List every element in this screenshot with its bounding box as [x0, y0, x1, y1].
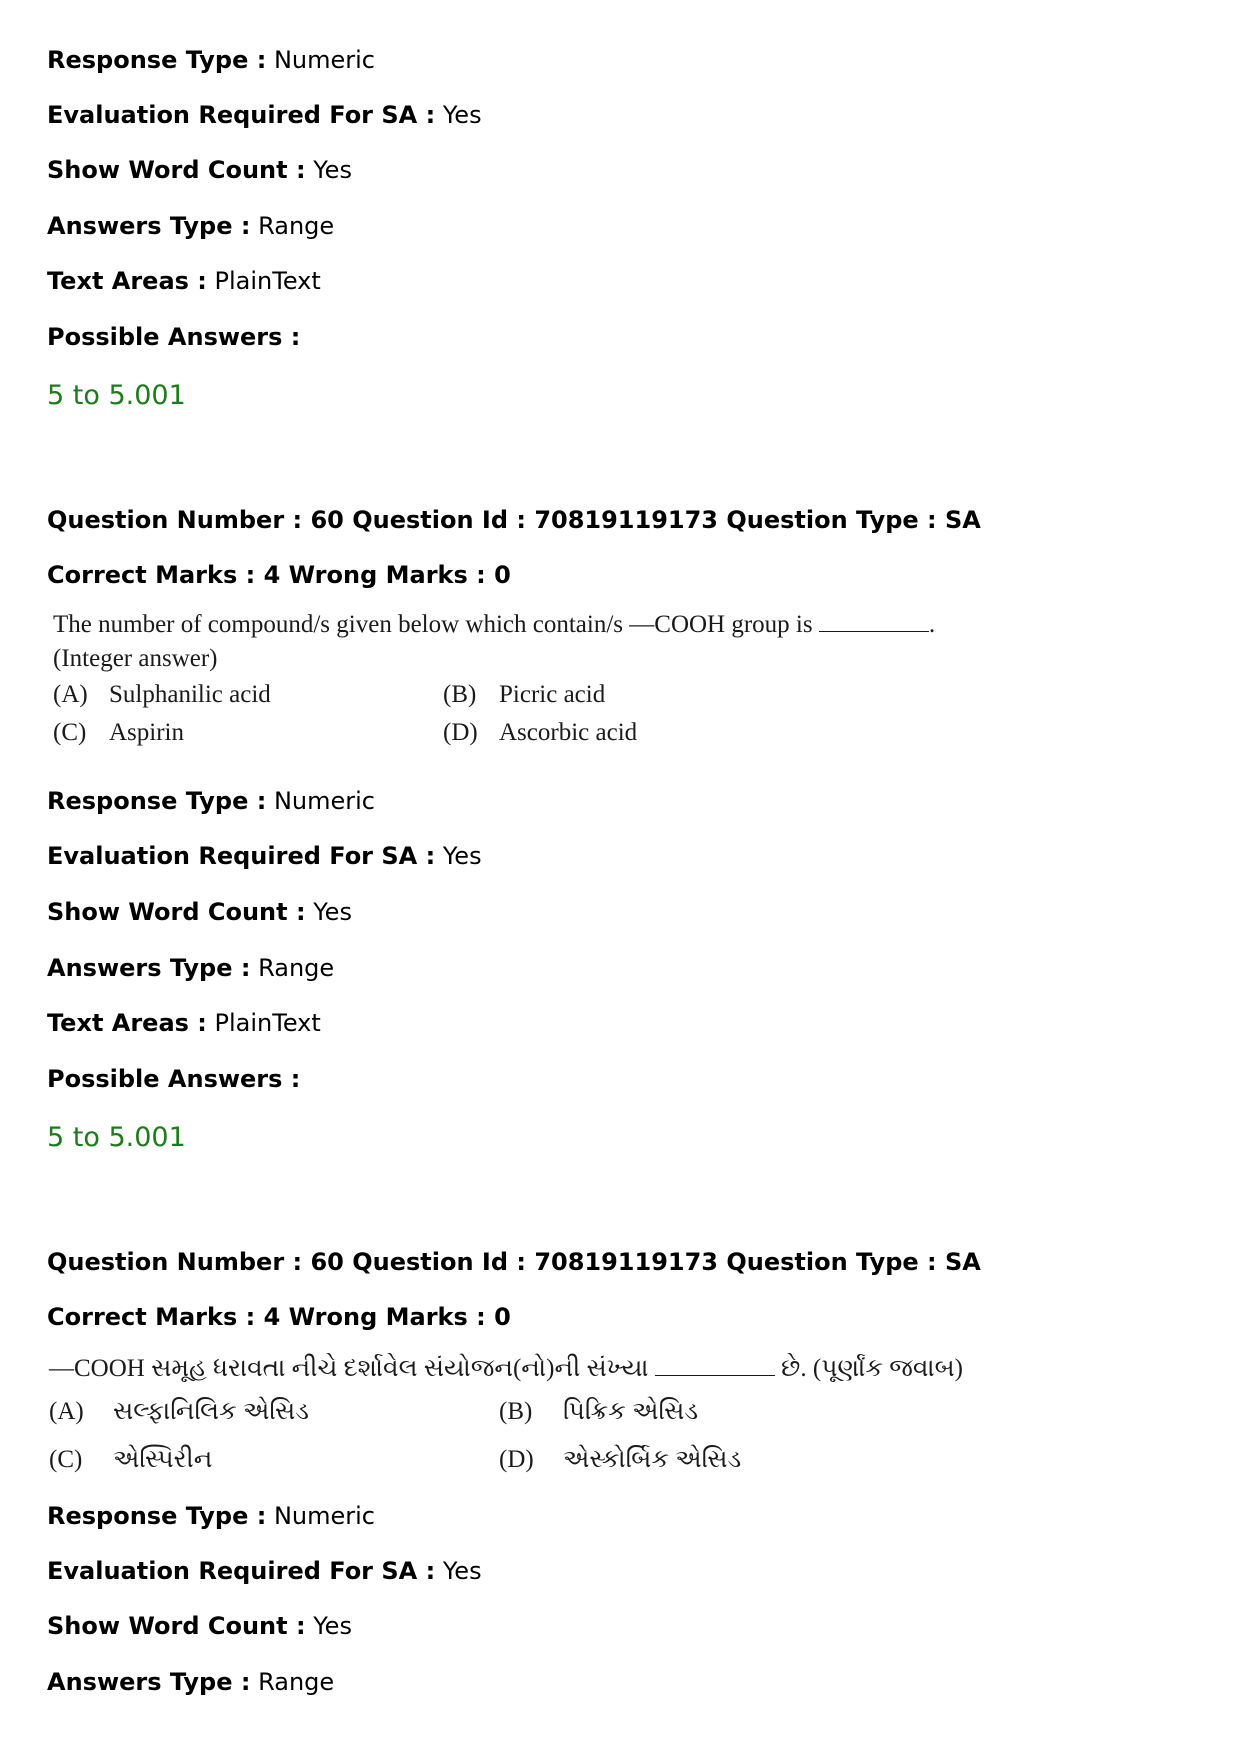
answers-type-label: Answers Type : — [47, 954, 251, 982]
evaluation-value: Yes — [442, 1557, 482, 1585]
option-label: (C) — [49, 1446, 83, 1473]
question-header — [47, 1246, 981, 1278]
text-areas-line — [47, 265, 321, 297]
answers-type-label: Answers Type : — [47, 1668, 251, 1696]
question-stem-suffix: છે. (પૂર્ણાંક જવાબ) — [781, 1355, 963, 1382]
option-b — [443, 676, 605, 714]
text-areas-value: PlainText — [214, 267, 321, 295]
question-image-gujarati — [49, 1350, 1009, 1484]
evaluation-label: Evaluation Required For SA : — [47, 842, 436, 870]
word-count-label: Show Word Count : — [47, 156, 306, 184]
word-count-value: Yes — [313, 1612, 352, 1640]
answer-blank — [819, 611, 929, 632]
word-count-value: Yes — [313, 156, 352, 184]
option-d — [499, 1436, 741, 1484]
word-count-line — [47, 154, 352, 186]
option-d — [443, 714, 637, 752]
response-type-line — [47, 44, 375, 76]
question-stem-line2: (Integer answer) — [53, 645, 218, 672]
question-stem — [53, 608, 973, 642]
option-text: એસ્કોર્બિક એસિડ — [563, 1446, 742, 1473]
marks-text: Correct Marks : 4 Wrong Marks : 0 — [47, 561, 511, 589]
option-row — [49, 1388, 1009, 1436]
evaluation-line — [47, 99, 482, 131]
option-row — [53, 714, 973, 752]
option-a — [49, 1388, 309, 1436]
option-text: પિક્રિક એસિડ — [563, 1398, 699, 1425]
response-type-line — [47, 1500, 375, 1532]
word-count-line — [47, 896, 352, 928]
option-text: Ascorbic acid — [499, 719, 638, 746]
response-type-line — [47, 785, 375, 817]
word-count-label: Show Word Count : — [47, 1612, 306, 1640]
evaluation-label: Evaluation Required For SA : — [47, 1557, 436, 1585]
option-label: (B) — [499, 1398, 533, 1425]
option-label: (C) — [53, 719, 87, 746]
option-text: Sulphanilic acid — [109, 681, 271, 708]
question-header-text: Question Number : 60 Question Id : 70819119173 Question Type : SA — [47, 1248, 981, 1276]
response-type-label: Response Type : — [47, 1502, 267, 1530]
possible-answers-line — [47, 321, 300, 353]
question-header — [47, 504, 981, 536]
answers-type-value: Range — [258, 954, 335, 982]
response-type-value: Numeric — [273, 1502, 375, 1530]
option-text: એસ્પિરીન — [113, 1446, 213, 1473]
response-type-value: Numeric — [273, 46, 375, 74]
option-b — [499, 1388, 698, 1436]
answer-blank — [655, 1355, 775, 1376]
option-label: (B) — [443, 681, 477, 708]
possible-answer-value: 5 to 5.001 — [47, 1122, 186, 1153]
option-row — [53, 676, 973, 714]
possible-answers-line — [47, 1063, 300, 1095]
option-label: (A) — [49, 1398, 84, 1425]
response-type-value: Numeric — [273, 787, 375, 815]
marks-text: Correct Marks : 4 Wrong Marks : 0 — [47, 1303, 511, 1331]
question-stem-text: —COOH સમૂહ ધરાવતા નીચે દર્શાવેલ સંયોજન(નો)ની સંખ્યા — [49, 1355, 649, 1382]
option-label: (A) — [53, 681, 88, 708]
question-image-english — [53, 608, 973, 752]
option-label: (D) — [443, 719, 478, 746]
evaluation-value: Yes — [442, 842, 482, 870]
answers-type-line — [47, 952, 334, 984]
text-areas-line — [47, 1007, 321, 1039]
option-text: સલ્ફાનિલિક એસિડ — [113, 1398, 309, 1425]
option-text: Picric acid — [499, 681, 606, 708]
answers-type-line — [47, 1666, 334, 1698]
word-count-value: Yes — [313, 898, 352, 926]
possible-answer-value: 5 to 5.001 — [47, 380, 186, 411]
answers-type-label: Answers Type : — [47, 212, 251, 240]
marks-line — [47, 1301, 511, 1333]
possible-answers-label: Possible Answers : — [47, 1065, 301, 1093]
possible-answers-label: Possible Answers : — [47, 323, 301, 351]
option-text: Aspirin — [109, 719, 184, 746]
answers-type-value: Range — [258, 1668, 335, 1696]
text-areas-label: Text Areas : — [47, 267, 207, 295]
question-stem — [49, 1350, 1009, 1388]
answers-type-line — [47, 210, 334, 242]
option-row — [49, 1436, 1009, 1484]
word-count-label: Show Word Count : — [47, 898, 306, 926]
evaluation-label: Evaluation Required For SA : — [47, 101, 436, 129]
marks-line — [47, 559, 511, 591]
word-count-line — [47, 1610, 352, 1642]
text-areas-value: PlainText — [214, 1009, 321, 1037]
option-c — [53, 714, 184, 752]
answers-type-value: Range — [258, 212, 335, 240]
option-c — [49, 1436, 212, 1484]
evaluation-line — [47, 1555, 482, 1587]
question-stem-text: The number of compound/s given below which contain/s —COOH group is — [53, 611, 813, 638]
option-a — [53, 676, 271, 714]
question-header-text: Question Number : 60 Question Id : 70819119173 Question Type : SA — [47, 506, 981, 534]
text-areas-label: Text Areas : — [47, 1009, 207, 1037]
question-stem-end: . — [928, 611, 936, 638]
evaluation-value: Yes — [442, 101, 482, 129]
option-label: (D) — [499, 1446, 534, 1473]
response-type-label: Response Type : — [47, 787, 267, 815]
response-type-label: Response Type : — [47, 46, 267, 74]
evaluation-line — [47, 840, 482, 872]
